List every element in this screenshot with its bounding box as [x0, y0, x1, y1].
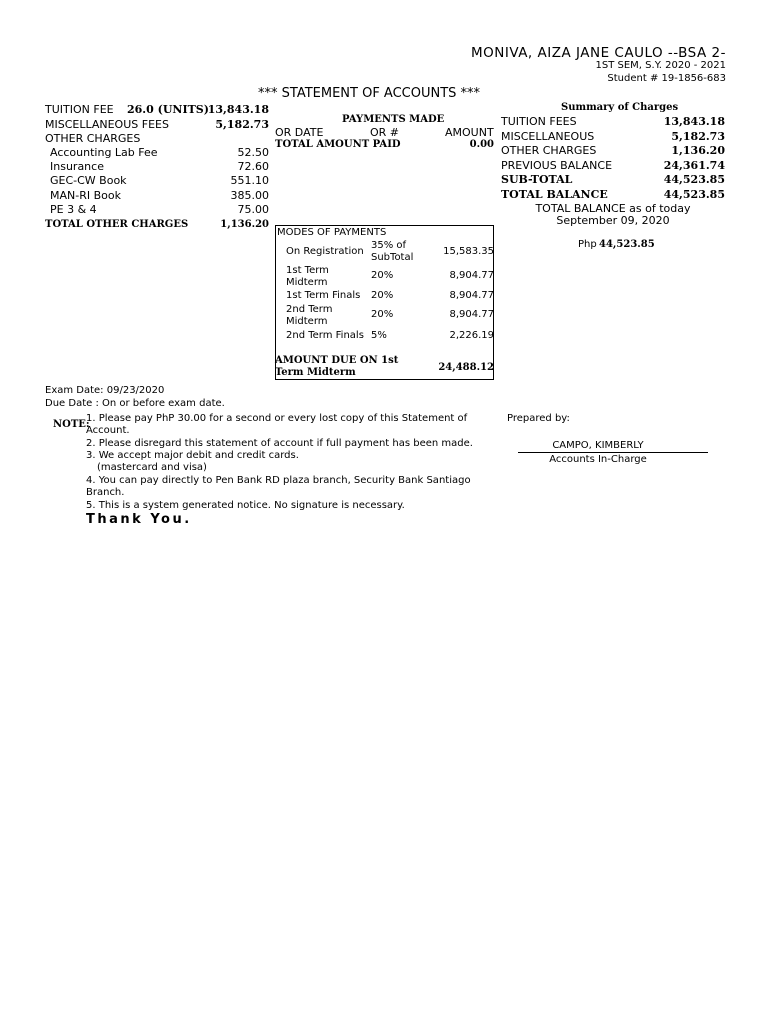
note-line: 3. We accept major debit and credit cards.	[86, 450, 299, 461]
note-line: (mastercard and visa)	[97, 462, 207, 473]
total-other-charges-amount: 1,136.20	[220, 219, 269, 230]
due-date: Due Date : On or before exam date.	[45, 398, 225, 409]
mode-pct: 20%	[371, 290, 394, 301]
note-line: Branch.	[86, 487, 125, 498]
other-item-label: MAN-RI Book	[50, 189, 121, 202]
php-amount: 44,523.85	[599, 239, 655, 250]
semester: 1ST SEM, S.Y. 2020 - 2021	[595, 60, 726, 71]
mode-label: 1st Term Finals	[286, 290, 361, 301]
mode-pct: 20%	[371, 309, 394, 320]
other-item-label: PE 3 & 4	[50, 203, 97, 216]
other-item-amount: 551.10	[230, 174, 269, 187]
summary-title: Summary of Charges	[561, 102, 679, 113]
note-line: 2. Please disregard this statement of account if full payment has been made.	[86, 438, 473, 449]
summary-row-label: MISCELLANEOUS	[501, 130, 595, 143]
other-charges-label: OTHER CHARGES	[45, 132, 141, 145]
student-name: MONIVA, AIZA JANE CAULO --BSA 2-	[470, 45, 726, 61]
note-label: NOTE:	[53, 419, 90, 430]
mode-pct: 20%	[371, 270, 394, 281]
page-title: *** STATEMENT OF ACCOUNTS ***	[258, 86, 481, 101]
or-number-header: OR #	[370, 126, 400, 139]
mode-pct: 35% of SubTotal	[371, 240, 414, 263]
total-balance-amount: 44,523.85	[663, 188, 725, 201]
total-other-charges-label: TOTAL OTHER CHARGES	[45, 219, 189, 230]
note-line: 4. You can pay directly to Pen Bank RD plaza branch, Security Bank Santiago	[86, 475, 471, 486]
other-item-label: Accounting Lab Fee	[50, 146, 158, 159]
other-item-amount: 52.50	[237, 146, 269, 159]
balance-asof-label: TOTAL BALANCE as of today	[535, 202, 691, 215]
mode-amount: 8,904.77	[449, 290, 494, 301]
mode-amount: 8,904.77	[449, 270, 494, 281]
other-item-label: Insurance	[50, 160, 104, 173]
tuition-units: 26.0 (UNITS)	[127, 103, 209, 116]
other-item-label: GEC-CW Book	[50, 174, 127, 187]
thank-you: Thank You.	[86, 512, 192, 527]
mode-pct: 5%	[371, 330, 387, 341]
note-line: 5. This is a system generated notice. No signature is necessary.	[86, 500, 405, 511]
student-number: Student # 19-1856-683	[607, 73, 726, 84]
summary-row-label: OTHER CHARGES	[501, 144, 597, 157]
subtotal-amount: 44,523.85	[663, 173, 725, 186]
tuition-label: TUITION FEE	[45, 103, 114, 116]
prepared-by-label: Prepared by:	[507, 413, 570, 424]
summary-row-amount: 1,136.20	[671, 144, 725, 157]
php-label: Php	[578, 239, 597, 250]
other-item-amount: 385.00	[230, 189, 269, 202]
note-line: 1. Please pay PhP 30.00 for a second or every lost copy of this Statement of	[86, 413, 468, 424]
mode-amount: 2,226.19	[449, 330, 494, 341]
tuition-amount: 13,843.18	[207, 103, 269, 116]
or-date-header: OR DATE	[275, 126, 324, 139]
exam-date: Exam Date: 09/23/2020	[45, 385, 165, 396]
other-item-amount: 75.00	[237, 203, 269, 216]
mode-label: On Registration	[286, 246, 364, 257]
summary-row-amount: 13,843.18	[663, 115, 725, 128]
total-paid-label: TOTAL AMOUNT PAID	[275, 139, 401, 150]
summary-row-label: TUITION FEES	[501, 115, 577, 128]
preparer-role: Accounts In-Charge	[549, 454, 647, 465]
summary-row-amount: 5,182.73	[671, 130, 725, 143]
mode-label: 2nd Term Midterm	[286, 304, 333, 327]
amount-due-value: 24,488.12	[438, 362, 494, 373]
misc-amount: 5,182.73	[215, 118, 269, 131]
summary-row-amount: 24,361.74	[663, 159, 725, 172]
preparer-name: CAMPO, KIMBERLY	[552, 440, 644, 451]
misc-label: MISCELLANEOUS FEES	[45, 118, 169, 131]
note-line: Account.	[86, 425, 130, 436]
mode-label: 1st Term Midterm	[286, 265, 329, 288]
total-paid-amount: 0.00	[469, 139, 494, 150]
modes-title: MODES OF PAYMENTS	[277, 227, 387, 238]
balance-asof-date: September 09, 2020	[556, 214, 670, 227]
signature-line	[518, 452, 708, 453]
summary-row-label: PREVIOUS BALANCE	[501, 159, 613, 172]
amount-due-label: AMOUNT DUE ON 1st Term Midterm	[275, 355, 399, 378]
total-balance-label: TOTAL BALANCE	[501, 188, 608, 201]
subtotal-label: SUB-TOTAL	[501, 173, 573, 186]
amount-header: AMOUNT	[445, 126, 494, 139]
other-item-amount: 72.60	[237, 160, 269, 173]
mode-amount: 8,904.77	[449, 309, 494, 320]
mode-amount: 15,583.35	[443, 246, 494, 257]
mode-label: 2nd Term Finals	[286, 330, 364, 341]
payments-title: PAYMENTS MADE	[342, 114, 445, 125]
